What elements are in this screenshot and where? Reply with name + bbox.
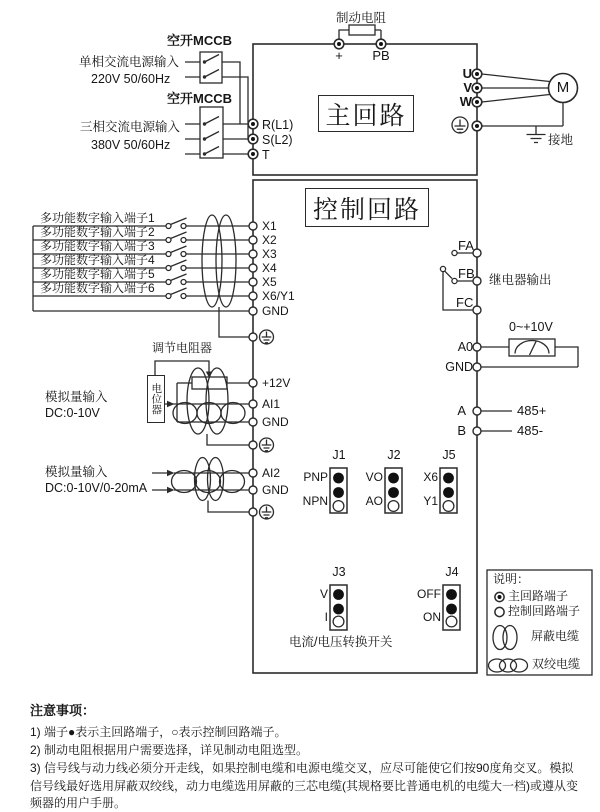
terminal-fa-label: FA (458, 238, 474, 253)
terminal-12v-label: +12V (262, 376, 291, 390)
potentiometer-circuit (155, 361, 249, 445)
adjust-resistor-label: 调节电阻器 (152, 341, 213, 355)
terminal-a-label: A (457, 403, 466, 418)
digital-input-label-2: 多功能数字输入端子2 (40, 225, 155, 239)
jumper-j3-top-label: V (319, 587, 328, 601)
control-circuit-title: 控制回路 (305, 188, 429, 227)
terminal-gnd1-label: GND (262, 415, 289, 429)
resistor-symbol (349, 25, 375, 35)
plus-terminal-label: + (335, 48, 343, 63)
terminal-b-label: B (457, 423, 466, 438)
jumper-j1-label: J1 (332, 448, 346, 462)
jumper-j1-top-label: PNP (303, 470, 328, 484)
terminal-x3-label: X3 (262, 247, 277, 261)
earth-label: 接地 (548, 133, 574, 147)
jumper-j1-bottom-label: NPN (302, 494, 328, 508)
single-phase-label: 单相交流电源输入 (79, 55, 180, 69)
analog-input1-range: DC:0-10V (45, 406, 100, 420)
pe-circled-earth-main (452, 117, 468, 133)
digital-input-label-4: 多功能数字输入端子4 (40, 253, 155, 267)
ai2-circuit (152, 458, 249, 513)
notes-title: 注意事项： (30, 703, 96, 718)
note-1: 1) 端子●表示主回路端子，○表示控制回路端子。 (30, 725, 287, 739)
braking-resistor-circuit (339, 25, 381, 39)
terminal-ai2-label: AI2 (262, 466, 281, 480)
control-terminal-symbol (495, 607, 504, 616)
terminal-fb-label: FB (458, 266, 475, 281)
relay-output-label: 继电器输出 (489, 273, 552, 287)
terminal-x6y1-label: X6/Y1 (262, 289, 295, 303)
terminal-gnd3-label: GND (445, 360, 473, 374)
vi-switch-label: 电流/电压转换开关 (289, 635, 393, 649)
terminal-x4-label: X4 (262, 261, 277, 275)
terminal-a0-label: A0 (457, 340, 473, 354)
jumper-j5-bottom-label: Y1 (423, 494, 438, 508)
terminal-u-label: U (462, 66, 472, 81)
jumper-j2-bottom-label: AO (365, 494, 383, 508)
note-3: 3) 信号线与动力线必须分开走线，如果控制电缆和电源电缆交叉，应尽可能使它们按90度角交叉。模拟信号线最好选用屏蔽双绞线，动力电缆选用屏蔽的三芯电缆(其规格要比普通电机的电缆大一档)或遵从变频器的用户手册。 (30, 761, 578, 810)
terminal-ai1-label: AI1 (262, 397, 281, 411)
braking-resistor-label: 制动电阻 (335, 11, 386, 25)
terminal-t-label: T (262, 148, 270, 162)
mccb-breaker-2 (185, 107, 248, 158)
terminal-v-label: V (463, 80, 472, 95)
jumper-j5-top-label: X6 (423, 470, 438, 484)
mccb1-label: 空开MCCB (167, 33, 232, 48)
jumper-j2-label: J2 (387, 448, 401, 462)
terminal-gnd-label: GND (262, 304, 289, 318)
digital-input-label-6: 多功能数字输入端子6 (40, 281, 155, 295)
signal-arrow (167, 401, 175, 407)
motor-label: M (556, 79, 570, 96)
three-phase-voltage: 380V 50/60Hz (91, 138, 171, 152)
terminal-fc-label: FC (456, 295, 474, 310)
digital-input-label-1: 多功能数字输入端子1 (40, 211, 155, 225)
digital-input-label-5: 多功能数字输入端子5 (40, 267, 155, 281)
analog-output-meter (481, 339, 578, 367)
note-2: 2) 制动电阻根据用户需要选择，详见制动电阻选型。 (30, 743, 309, 757)
jumper-j4-label: J4 (445, 565, 459, 579)
mccb2-label: 空开MCCB (167, 91, 232, 106)
legend-main-terminal: 主回路端子 (508, 589, 569, 603)
earth-ground-symbol (527, 135, 546, 143)
jumper-j2-top-label: VO (365, 470, 383, 484)
breaker-contact-dots (203, 60, 206, 155)
terminal-x5-label: X5 (262, 275, 277, 289)
legend-title: 说明： (493, 572, 530, 586)
jumper-j5-label: J5 (442, 448, 456, 462)
main-circuit-title: 主回路 (318, 95, 414, 132)
potentiometer-box: 电位器 (147, 375, 165, 423)
terminal-gnd2-label: GND (262, 483, 289, 497)
legend-control-terminal: 控制回路端子 (508, 604, 581, 618)
jumper-j3-label: J3 (332, 565, 346, 579)
digital-input-label-3: 多功能数字输入端子3 (40, 239, 155, 253)
jumper-pins-open (333, 501, 457, 627)
terminal-x1-label: X1 (262, 219, 277, 233)
jumper-j4-bottom-label: ON (423, 610, 441, 624)
legend-shielded-cable: 屏蔽电缆 (531, 629, 580, 643)
legend-twisted-cable: 双绞电缆 (532, 657, 581, 671)
analog-input2-range: DC:0-10V/0-20mA (45, 481, 148, 495)
rs485-wires (481, 411, 512, 431)
rs485-plus-label: 485+ (517, 403, 547, 418)
twisted-pair-symbol (172, 471, 197, 493)
analog-input2-label: 模拟量输入 (45, 465, 108, 479)
jumper-j4-top-label: OFF (417, 587, 441, 601)
three-phase-label: 三相交流电源输入 (80, 120, 181, 134)
terminal-r-label: R(L1) (262, 118, 294, 132)
single-phase-voltage: 220V 50/60Hz (91, 72, 171, 86)
analog-input1-label: 模拟量输入 (45, 390, 108, 404)
terminal-s-label: S(L2) (262, 133, 293, 147)
rs485-minus-label: 485- (517, 423, 544, 438)
pb-terminal-label: PB (372, 48, 390, 63)
voltmeter-symbol (509, 339, 555, 356)
meter-range-label: 0~+10V (509, 320, 553, 334)
terminal-x2-label: X2 (262, 233, 277, 247)
jumper-j3-bottom-label: I (324, 610, 328, 624)
terminal-w-label: W (459, 94, 472, 109)
